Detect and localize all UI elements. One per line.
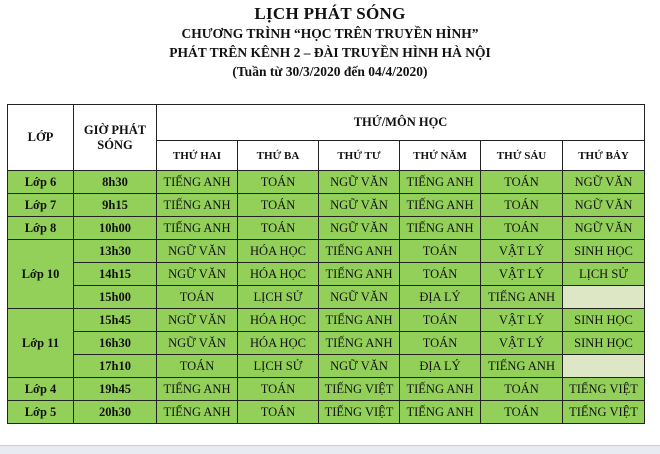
subject-cell: TIẾNG ANH (157, 171, 238, 194)
class-cell: Lớp 4 (8, 378, 74, 401)
subject-cell: NGỮ VĂN (319, 171, 400, 194)
class-cell: Lớp 11 (8, 309, 74, 378)
table-row (8, 240, 645, 263)
subject-cell: TIẾNG ANH (157, 217, 238, 240)
subject-cell: TOÁN (157, 355, 238, 378)
subject-cell: TIẾNG VIỆT (563, 401, 645, 424)
table-row (8, 263, 645, 286)
subject-cell: TIẾNG ANH (400, 171, 481, 194)
subject-cell: TOÁN (400, 240, 481, 263)
subject-cell: TIẾNG ANH (157, 401, 238, 424)
day-header: THỨ HAI (157, 141, 238, 171)
table-row (8, 401, 645, 424)
subject-cell: HÓA HỌC (238, 332, 319, 355)
subject-cell: TOÁN (238, 378, 319, 401)
channel-info: PHÁT TRÊN KÊNH 2 – ĐÀI TRUYỀN HÌNH HÀ NỘI (169, 45, 491, 60)
subject-cell: TOÁN (481, 217, 563, 240)
subject-cell: TIẾNG ANH (481, 355, 563, 378)
subject-cell: SINH HỌC (563, 240, 645, 263)
time-cell: 9h15 (74, 194, 157, 217)
table-row (8, 194, 645, 217)
subject-cell: TOÁN (400, 263, 481, 286)
table-row (8, 171, 645, 194)
subject-cell: HÓA HỌC (238, 240, 319, 263)
time-cell: 10h00 (74, 217, 157, 240)
subject-cell: TOÁN (400, 332, 481, 355)
subject-cell: VẬT LÝ (481, 332, 563, 355)
subject-cell: TIẾNG ANH (319, 332, 400, 355)
subject-cell: VẬT LÝ (481, 309, 563, 332)
table-row (8, 378, 645, 401)
subject-cell: TIẾNG ANH (400, 378, 481, 401)
col-header-group: THỨ/MÔN HỌC (157, 105, 645, 141)
header-row (8, 105, 645, 141)
time-cell: 8h30 (74, 171, 157, 194)
col-header-lop: LỚP (8, 105, 74, 171)
day-header: THỨ BA (238, 141, 319, 171)
empty-cell (563, 355, 645, 378)
subject-cell: NGỮ VĂN (319, 286, 400, 309)
class-cell: Lớp 10 (8, 240, 74, 309)
schedule-table (7, 104, 645, 424)
subject-cell: TOÁN (481, 378, 563, 401)
subject-cell: VẬT LÝ (481, 240, 563, 263)
schedule-body (8, 171, 645, 424)
subject-cell: NGỮ VĂN (157, 332, 238, 355)
subject-cell: NGỮ VĂN (563, 194, 645, 217)
class-cell: Lớp 7 (8, 194, 74, 217)
table-row (8, 355, 645, 378)
time-cell: 14h15 (74, 263, 157, 286)
empty-cell (563, 286, 645, 309)
subject-cell: NGỮ VĂN (319, 194, 400, 217)
subject-cell: TIẾNG ANH (400, 217, 481, 240)
day-header: THỨ SÁU (481, 141, 563, 171)
subject-cell: TIẾNG ANH (481, 286, 563, 309)
subject-cell: LỊCH SỬ (238, 355, 319, 378)
subject-cell: TIẾNG ANH (319, 263, 400, 286)
subject-cell: TOÁN (400, 309, 481, 332)
subject-cell: NGỮ VĂN (563, 217, 645, 240)
time-cell: 16h30 (74, 332, 157, 355)
class-cell: Lớp 5 (8, 401, 74, 424)
class-cell: Lớp 8 (8, 217, 74, 240)
day-header: THỨ BẢY (563, 141, 645, 171)
subject-cell: NGỮ VĂN (157, 309, 238, 332)
subject-cell: LỊCH SỬ (238, 286, 319, 309)
table-row (8, 332, 645, 355)
day-header: THỨ NĂM (400, 141, 481, 171)
time-cell: 15h00 (74, 286, 157, 309)
day-header: THỨ TƯ (319, 141, 400, 171)
class-cell: Lớp 6 (8, 171, 74, 194)
subject-cell: VẬT LÝ (481, 263, 563, 286)
bottom-strip (0, 445, 660, 454)
table-row (8, 286, 645, 309)
subject-cell: TIẾNG VIỆT (319, 378, 400, 401)
subject-cell: TOÁN (238, 194, 319, 217)
subject-cell: SINH HỌC (563, 309, 645, 332)
subject-cell: TIẾNG ANH (400, 194, 481, 217)
subject-cell: SINH HỌC (563, 332, 645, 355)
time-cell: 13h30 (74, 240, 157, 263)
subject-cell: TIẾNG ANH (319, 240, 400, 263)
page-title: LỊCH PHÁT SÓNG (254, 4, 406, 23)
subject-cell: TOÁN (238, 217, 319, 240)
subject-cell: NGỮ VĂN (319, 355, 400, 378)
subject-cell: NGỮ VĂN (157, 240, 238, 263)
subject-cell: HÓA HỌC (238, 263, 319, 286)
week-range: (Tuần từ 30/3/2020 đến 04/4/2020) (232, 64, 428, 79)
subject-cell: TOÁN (481, 171, 563, 194)
subject-cell: NGỮ VĂN (563, 171, 645, 194)
subject-cell: NGỮ VĂN (157, 263, 238, 286)
program-name: CHƯƠNG TRÌNH “HỌC TRÊN TRUYỀN HÌNH” (181, 26, 479, 41)
table-row (8, 217, 645, 240)
subject-cell: TOÁN (238, 401, 319, 424)
subject-cell: HÓA HỌC (238, 309, 319, 332)
subject-cell: TOÁN (481, 194, 563, 217)
table-row (8, 309, 645, 332)
subject-cell: TOÁN (238, 171, 319, 194)
subject-cell: TOÁN (157, 286, 238, 309)
subject-cell: TIẾNG VIỆT (563, 378, 645, 401)
subject-cell: TIẾNG ANH (319, 309, 400, 332)
subject-cell: LỊCH SỬ (563, 263, 645, 286)
subject-cell: TIẾNG ANH (157, 378, 238, 401)
col-header-gio-text: GIỜ PHÁT SÓNG (83, 122, 147, 152)
time-cell: 17h10 (74, 355, 157, 378)
time-cell: 20h30 (74, 401, 157, 424)
time-cell: 15h45 (74, 309, 157, 332)
subject-cell: ĐỊA LÝ (400, 355, 481, 378)
subject-cell: TOÁN (481, 401, 563, 424)
subject-cell: TIẾNG ANH (157, 194, 238, 217)
subject-cell: TIẾNG VIỆT (319, 401, 400, 424)
subject-cell: NGỮ VĂN (319, 217, 400, 240)
subject-cell: TIẾNG ANH (400, 401, 481, 424)
col-header-gio (74, 105, 157, 171)
time-cell: 19h45 (74, 378, 157, 401)
subject-cell: ĐỊA LÝ (400, 286, 481, 309)
